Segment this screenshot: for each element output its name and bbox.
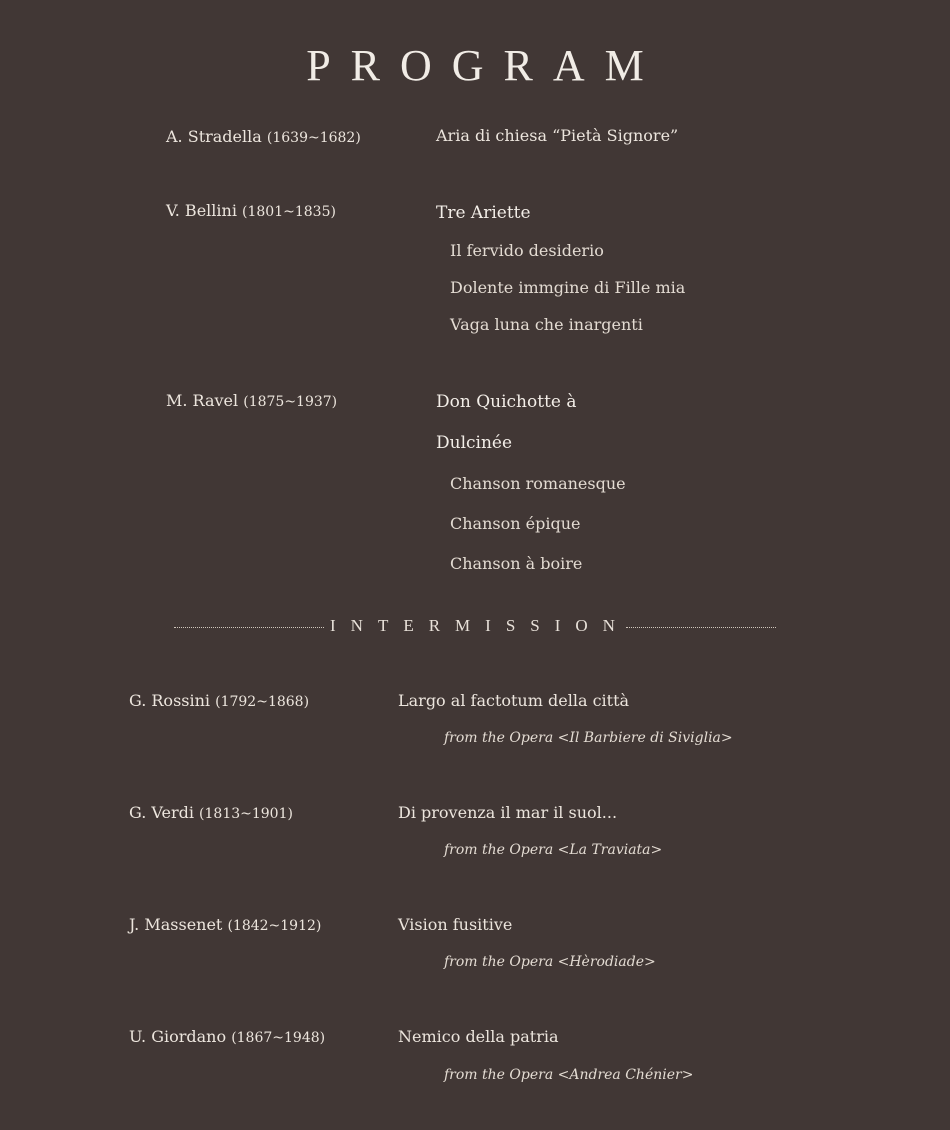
work-title: Tre Ariette [436,203,531,223]
composer-dates: (1801~1835) [242,204,336,220]
dotted-rule-left [174,627,324,628]
composer-dates: (1792~1868) [215,694,310,710]
opera-source: from the Opera <Andrea Chénier> [444,1067,694,1083]
piece-item: Chanson à boire [450,554,583,573]
piece-item: Chanson romanesque [450,474,626,493]
composer-dates: (1875~1937) [243,394,338,410]
work-title: Aria di chiesa “Pietà Signore” [436,126,679,145]
composer-dates: (1813~1901) [199,806,293,822]
intermission-label: INTERMISSION [330,616,630,635]
program-title: PROGRAM [306,41,664,90]
composer-dates: (1639~1682) [266,130,361,146]
work-title: Don Quichotte à [436,392,577,412]
composer-bellini [166,201,336,220]
work-title: Di provenza il mar il suol... [398,803,618,822]
piece-item: Il fervido desiderio [450,241,604,260]
composer-giordano [129,1027,325,1046]
composer-massenet [129,915,321,934]
composer-ravel [166,391,337,410]
opera-source: from the Opera <La Traviata> [444,842,663,858]
composer-verdi [129,803,293,822]
opera-source: from the Opera <Hèrodiade> [444,954,656,970]
work-title-continued: Dulcinée [436,433,513,453]
piece-item: Chanson épique [450,514,581,533]
piece-item: Vaga luna che inargenti [450,315,643,334]
piece-item: Dolente immgine di Fille mia [450,278,686,297]
composer-name: G. Rossini [129,691,211,710]
composer-name: U. Giordano [129,1027,227,1046]
composer-name: M. Ravel [166,391,239,410]
dotted-rule-right [626,627,776,628]
composer-name: V. Bellini [166,201,237,220]
work-title: Vision fusitive [398,915,513,934]
intermission-divider [0,616,950,640]
opera-source: from the Opera <Il Barbiere di Siviglia> [444,730,733,746]
composer-stradella [166,127,361,146]
composer-rossini [129,691,309,710]
composer-dates: (1842~1912) [227,918,322,934]
work-title: Largo al factotum della città [398,691,630,710]
work-title: Nemico della patria [398,1027,559,1046]
composer-dates: (1867~1948) [231,1030,326,1046]
composer-name: G. Verdi [129,803,194,822]
composer-name: J. Massenet [129,915,223,934]
composer-name: A. Stradella [166,127,262,146]
